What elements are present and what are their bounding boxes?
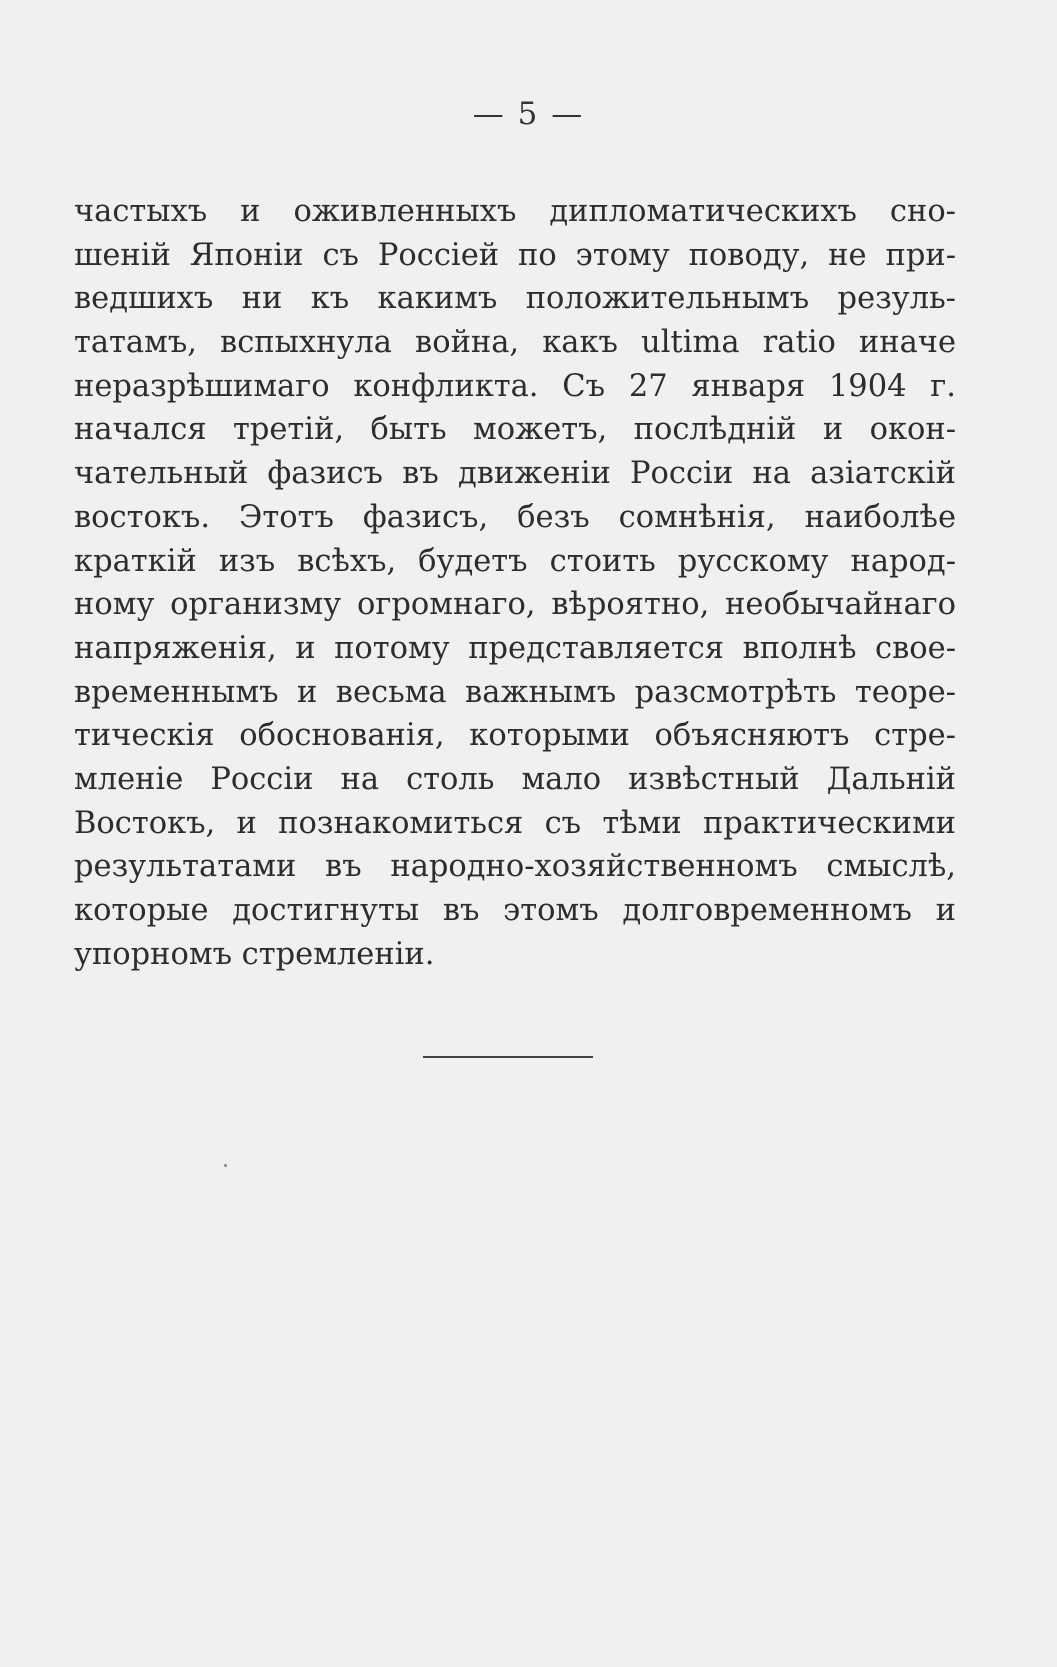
text-line: результатами въ народно-хозяйственномъ смыслѣ, [74, 849, 956, 885]
text-line: временнымъ и весьма важнымъ разсмотрѣть теоре- [74, 674, 956, 710]
text-line: ведшихъ ни къ какимъ положительнымъ резуль- [74, 281, 956, 317]
text-line: которые достигнуты въ этомъ долговременномъ и [74, 893, 956, 928]
text-line-last: упорномъ стремленіи. [74, 936, 435, 972]
body-text [74, 190, 956, 976]
text-line: неразрѣшимаго конфликта. Съ 27 января 1904 г. [74, 368, 956, 404]
text-line: мленіе Россіи на столь мало извѣстный Дальній [74, 761, 956, 797]
text-line: частыхъ и оживленныхъ дипломатическихъ сно- [74, 194, 956, 229]
text-line: начался третій, быть можетъ, послѣдній и окон- [74, 412, 956, 448]
text-line: чательный фазисъ въ движеніи Россіи на азіатскій [74, 456, 956, 492]
text-line: шеній Японіи съ Россіей по этому поводу, не при- [74, 237, 956, 273]
text-line: Востокъ, и познакомиться съ тѣми практическими [74, 805, 956, 841]
paper-speck [224, 1164, 227, 1167]
text-line: ному организму огромнаго, вѣроятно, необычайнаго [74, 587, 956, 623]
text-line: напряженія, и потому представляется вполнѣ свое- [74, 630, 956, 666]
text-line: татамъ, вспыхнула война, какъ ultima ratio иначе [74, 325, 956, 361]
text-line: тическія обоснованія, которыми объясняютъ стре- [74, 718, 956, 754]
text-line: востокъ. Этотъ фазисъ, безъ сомнѣнія, наиболѣе [74, 499, 956, 535]
section-divider [423, 1056, 593, 1058]
text-line: краткій изъ всѣхъ, будетъ стоить русскому народ- [74, 543, 956, 579]
page-number: — 5 — [472, 96, 585, 132]
